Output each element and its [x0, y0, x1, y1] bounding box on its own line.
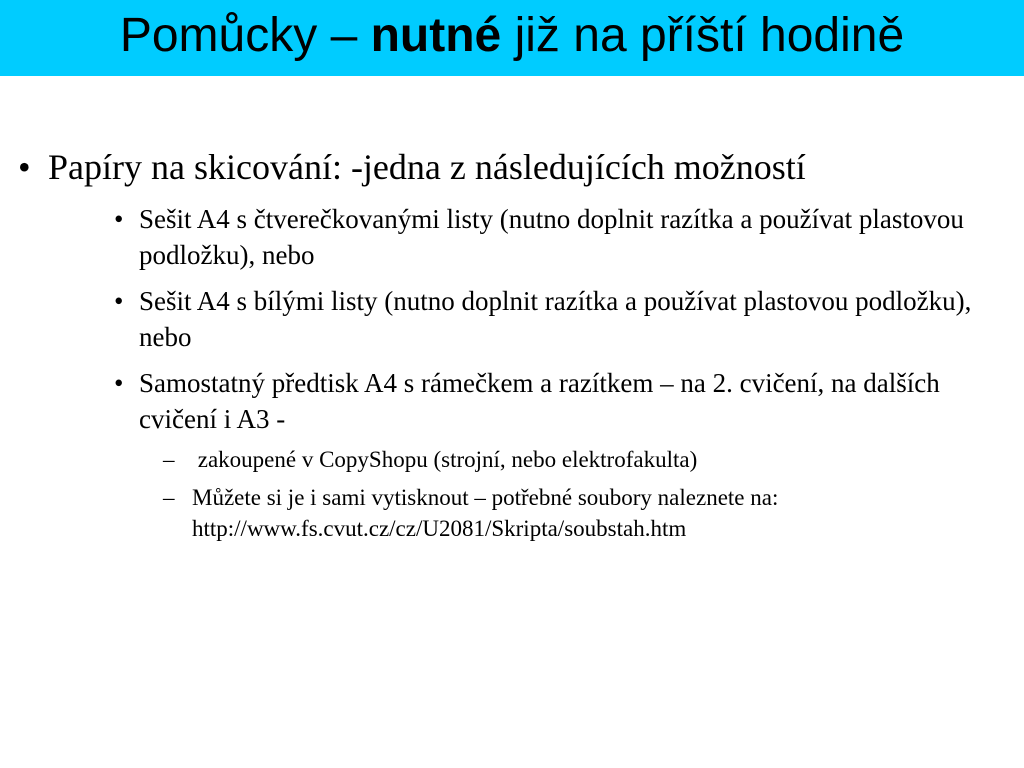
bullet-text: Papíry na skicování: -jedna z následujících možností: [48, 147, 806, 187]
sub-bullet-item-grid-notebook: [114, 201, 1014, 273]
sub-bullet-item-preprint: [114, 365, 1014, 437]
slide-title: [0, 8, 1024, 64]
title-part-1: Pomůcky –: [119, 9, 371, 62]
sub-bullet-item-blank-notebook: [114, 283, 1014, 355]
sub-sub-bullet-text: zakoupené v CopyShopu (strojní, nebo elektrofakulta): [192, 447, 698, 472]
title-part-2: již na příští hodině: [501, 9, 905, 62]
bullet-dot-icon: •: [114, 204, 124, 234]
dash-bullet-icon: –: [163, 447, 175, 472]
bullet-dot-icon: •: [114, 368, 124, 398]
sub-bullet-text: Samostatný předtisk A4 s rámečkem a razítkem – na 2. cvičení, na dalších cvičení i A3 -: [139, 368, 940, 434]
title-bold-word: nutné: [370, 9, 502, 62]
title-bar: [0, 0, 1024, 76]
bullet-dot-icon: •: [114, 286, 124, 316]
sub-sub-bullet-item-print-yourself: [163, 482, 1003, 544]
dash-bullet-icon: –: [163, 485, 175, 510]
sub-bullet-text: Sešit A4 s bílými listy (nutno doplnit razítka a používat plastovou podložku), nebo: [139, 286, 972, 352]
sub-bullet-text: Sešit A4 s čtverečkovanými listy (nutno doplnit razítka a používat plastovou podložku), nebo: [139, 204, 964, 270]
sub-sub-bullet-text: Můžete si je i sami vytisknout – potřebné soubory naleznete na: http://www.fs.cvut.cz/cz/U2081/Skripta/soubstah.htm: [192, 485, 779, 541]
bullet-dot-icon: •: [18, 147, 31, 187]
sub-sub-bullet-item-copyshop: [163, 444, 1003, 475]
